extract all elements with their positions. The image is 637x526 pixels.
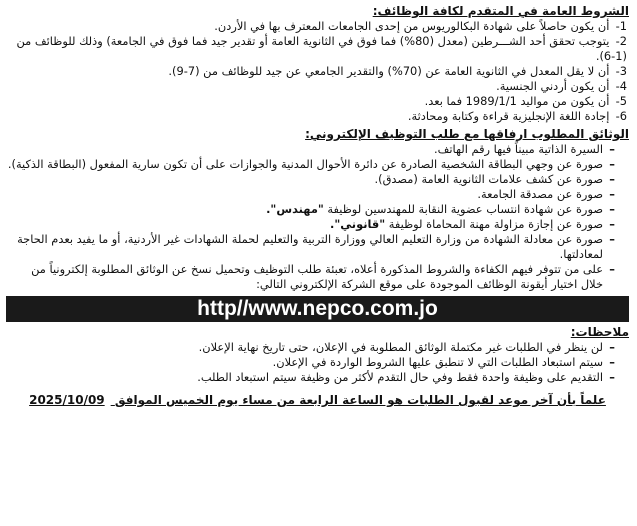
- condition-item: [6, 94, 629, 109]
- dash-bullet: –: [609, 202, 615, 216]
- document-text: صورة عن وجهي البطاقة الشخصية الصادرة عن دائرة الأحوال المدنية والجوازات على أن تكون سارية المفعول (البطاقة الذكية).: [7, 157, 603, 171]
- condition-text: أن يكون أردني الجنسية.: [496, 79, 610, 93]
- deadline-text: علماً بأن آخر موعد لقبول الطلبات هو الساعة الرابعة من مساء يوم الخميس الموافق: [114, 393, 606, 407]
- document-text: صورة عن شهادة انتساب عضوية النقابة للمهندسين لوظيفة: [323, 202, 603, 216]
- document-text: صورة عن معادلة الشهادة من وزارة التعليم العالي ووزارة التربية والتعليم لحملة الشهادات غير الأردنية، أو ما يفيد بعدم الحاجة لمعادلتها.: [17, 232, 603, 261]
- condition-text: أن يكون من مواليد 1989/1/1 فما بعد.: [424, 94, 610, 108]
- dash-bullet: –: [609, 232, 615, 246]
- required-documents-list: [6, 142, 629, 292]
- document-text: صورة عن كشف علامات الثانوية العامة (مصدق).: [374, 172, 603, 186]
- document-item: [6, 157, 615, 172]
- general-conditions-list: [6, 19, 629, 124]
- document-item: [6, 202, 615, 217]
- deadline-date: 2025/10/09: [29, 393, 105, 407]
- note-text: لن ينظر في الطلبات غير مكتملة الوثائق المطلوبة في الإعلان، حتى تاريخ نهاية الإعلان.: [198, 340, 603, 354]
- dash-bullet: –: [609, 262, 615, 276]
- condition-number: 3-: [615, 64, 627, 78]
- condition-text: يتوجب تحقق أحد الشـــرطين (معدل (80%) فما فوق في الثانوية العامة أو تقدير جيد فما فوق في الجامعة) وذلك للوظائف من (1-6).: [16, 34, 627, 63]
- condition-item: [6, 34, 629, 64]
- dash-bullet: –: [609, 355, 615, 369]
- document-item: [6, 172, 615, 187]
- website-url-banner[interactable]: http//www.nepco.com.jo: [6, 296, 629, 322]
- general-conditions-section: [6, 3, 629, 124]
- note-item: [6, 370, 615, 385]
- condition-item: [6, 79, 629, 94]
- note-item: [6, 340, 615, 355]
- document-text: صورة عن مصدقة الجامعة.: [477, 187, 603, 201]
- document-item: [6, 217, 615, 232]
- condition-number: 6-: [615, 109, 627, 123]
- notes-section: [6, 324, 629, 385]
- deadline-statement: [6, 393, 629, 408]
- job-title-legal: "قانوني".: [330, 217, 386, 231]
- job-title-engineer: "مهندس".: [266, 202, 324, 216]
- required-documents-section: [6, 126, 629, 292]
- dash-bullet: –: [609, 187, 615, 201]
- condition-text: أن لا يقل المعدل في الثانوية العامة عن (70%) والتقدير الجامعي عن جيد للوظائف من (7-9).: [168, 64, 610, 78]
- notes-list: [6, 340, 629, 385]
- dash-bullet: –: [609, 172, 615, 186]
- general-conditions-heading: الشروط العامة في المتقدم لكافة الوظائف:: [372, 4, 629, 18]
- note-text: التقديم على وظيفة واحدة فقط وفي حال التقدم لأكثر من وظيفة سيتم استبعاد الطلب.: [197, 370, 603, 384]
- condition-text: إجادة اللغة الإنجليزية قراءة وكتابة ومحادثة.: [407, 109, 610, 123]
- condition-number: 1-: [615, 19, 627, 33]
- dash-bullet: –: [609, 142, 615, 156]
- condition-text: أن يكون حاصلاً على شهادة البكالوريوس من إحدى الجامعات المعترف بها في الأردن.: [214, 19, 610, 33]
- document-item: [6, 142, 615, 157]
- document-item: [6, 187, 615, 202]
- document-text: السيرة الذاتية مبيناً فيها رقم الهاتف.: [433, 142, 603, 156]
- condition-item: [6, 109, 629, 124]
- document-item: [6, 262, 615, 292]
- condition-number: 2-: [615, 34, 627, 48]
- condition-item: [6, 19, 629, 34]
- dash-bullet: –: [609, 157, 615, 171]
- notes-heading: ملاحظات:: [570, 325, 629, 339]
- document-item: [6, 232, 615, 262]
- document-text: على من تتوفر فيهم الكفاءة والشروط المذكورة أعلاه، تعبئة طلب التوظيف وتحميل نسخ عن الوثائق المطلوبة إلكترونياً من خلال اختيار أيقونة الوظائف الموجودة على موقع الشركة الإلكتروني التالي:: [31, 262, 603, 291]
- required-documents-heading: الوثائق المطلوب ارفاقها مع طلب التوظيف الإلكتروني:: [305, 127, 629, 141]
- dash-bullet: –: [609, 370, 615, 384]
- condition-number: 5-: [615, 94, 627, 108]
- condition-item: [6, 64, 629, 79]
- note-item: [6, 355, 615, 370]
- note-text: سيتم استبعاد الطلبات التي لا تنطبق عليها الشروط الواردة في الإعلان.: [272, 355, 603, 369]
- document-text: صورة عن إجازة مزاولة مهنة المحاماة لوظيفة: [385, 217, 603, 231]
- dash-bullet: –: [609, 217, 615, 231]
- dash-bullet: –: [609, 340, 615, 354]
- condition-number: 4-: [615, 79, 627, 93]
